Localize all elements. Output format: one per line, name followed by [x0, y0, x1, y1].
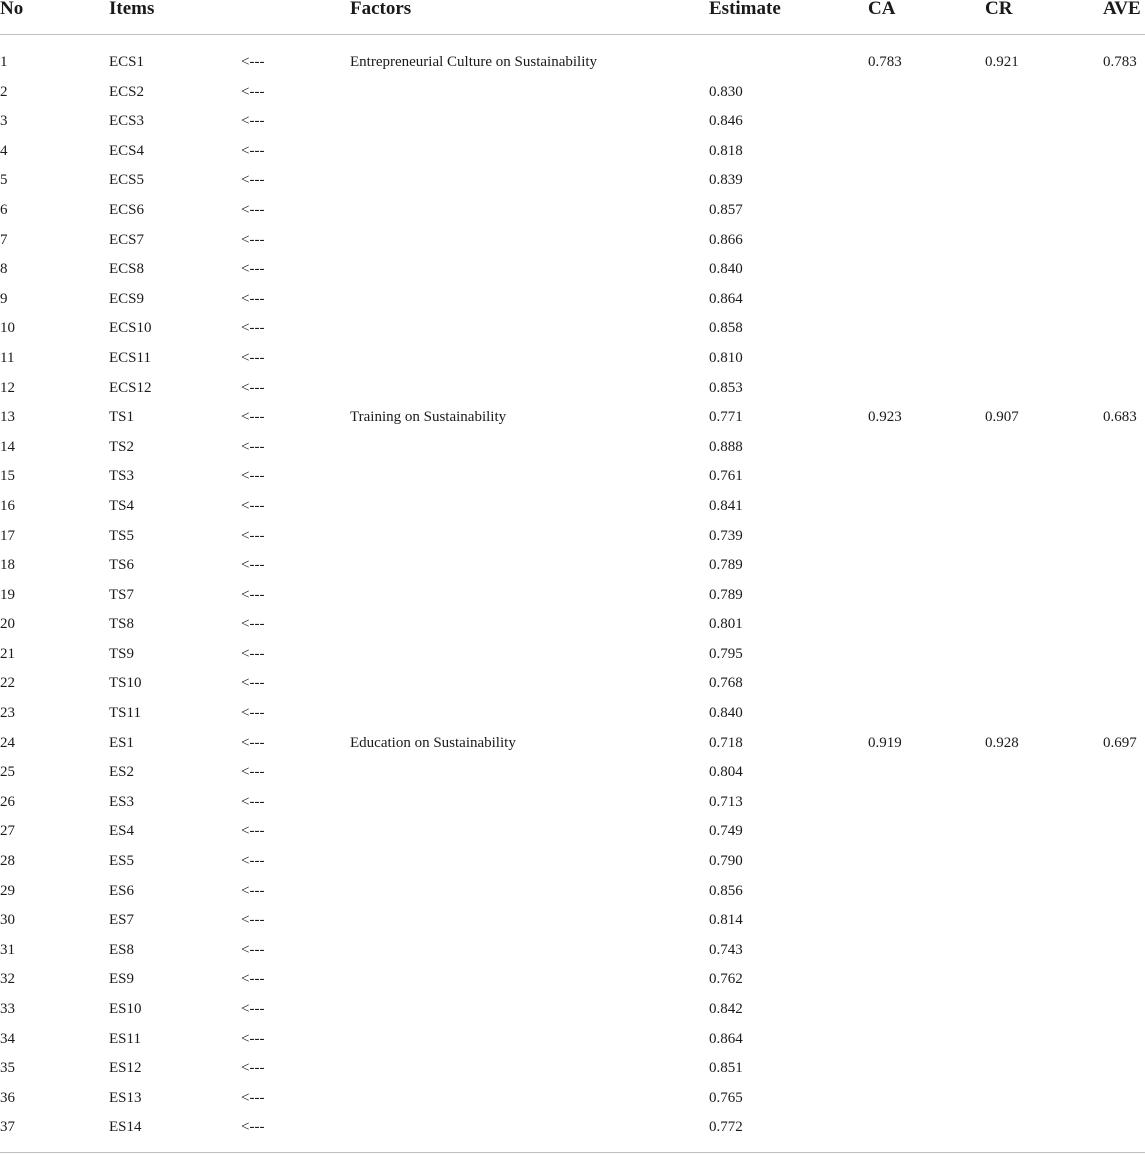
- cell-factor: Training on Sustainability: [350, 409, 507, 426]
- cell-factor: Entrepreneurial Culture on Sustainability: [350, 54, 598, 70]
- cell-arrow: <---: [241, 557, 265, 574]
- table-row: [0, 462, 1145, 492]
- cell-no: 18: [0, 557, 15, 574]
- cell-item: ECS3: [109, 113, 145, 130]
- table-row: [0, 226, 1145, 256]
- cell-ave: 0.697: [1103, 734, 1137, 751]
- cell-item: ECS4: [109, 142, 145, 159]
- table-row: [0, 166, 1145, 196]
- cell-item: ES6: [109, 882, 135, 899]
- cell-no: 17: [0, 527, 15, 544]
- cell-estimate: 0.864: [709, 290, 743, 307]
- cell-arrow: <---: [241, 231, 265, 248]
- header-ave: AVE: [1103, 0, 1141, 19]
- cell-ca: 0.783: [868, 54, 902, 70]
- header-ca: CA: [868, 0, 896, 19]
- cell-estimate: 0.888: [709, 438, 743, 455]
- table-row: [0, 640, 1145, 670]
- cell-item: ECS5: [109, 172, 145, 189]
- table-row: [0, 1084, 1145, 1114]
- table-row: [0, 877, 1145, 907]
- cell-no: 26: [0, 793, 15, 810]
- cell-item: TS5: [109, 527, 135, 544]
- cell-estimate: 0.739: [709, 527, 743, 544]
- cell-arrow: <---: [241, 468, 265, 485]
- cell-estimate: 0.718: [709, 734, 743, 751]
- cell-estimate: 0.814: [709, 912, 743, 929]
- cell-arrow: <---: [241, 734, 265, 751]
- cell-ca: 0.919: [868, 734, 902, 751]
- cell-item: TS10: [109, 675, 142, 692]
- cell-arrow: <---: [241, 320, 265, 337]
- table-row: [0, 1025, 1145, 1055]
- cell-no: 14: [0, 438, 15, 455]
- cell-item: ECS11: [109, 349, 151, 366]
- cell-estimate: 0.804: [709, 764, 743, 781]
- cell-no: 36: [0, 1089, 15, 1106]
- cell-item: ES13: [109, 1089, 142, 1106]
- cell-estimate: 0.810: [709, 349, 743, 366]
- cell-arrow: <---: [241, 438, 265, 455]
- cell-no: 16: [0, 497, 15, 514]
- cell-item: TS4: [109, 497, 135, 514]
- cell-arrow: <---: [241, 379, 265, 396]
- cell-estimate: 0.795: [709, 645, 743, 662]
- table-body: [0, 48, 1145, 1143]
- table-row: [0, 522, 1145, 552]
- cell-no: 27: [0, 823, 15, 840]
- cell-no: 37: [0, 1119, 15, 1136]
- cell-no: 30: [0, 912, 15, 929]
- table-row: [0, 1113, 1145, 1143]
- cell-estimate: 0.771: [709, 409, 743, 426]
- cell-estimate: 0.842: [709, 1001, 743, 1017]
- cell-cr: 0.921: [985, 54, 1019, 70]
- table-row: [0, 1054, 1145, 1084]
- cell-estimate: 0.765: [709, 1089, 743, 1106]
- table-row: [0, 965, 1145, 995]
- cell-estimate: 0.768: [709, 675, 743, 692]
- cell-estimate: 0.772: [709, 1119, 743, 1136]
- cell-no: 19: [0, 586, 15, 603]
- cell-arrow: <---: [241, 793, 265, 810]
- cell-no: 25: [0, 764, 15, 781]
- cell-no: 31: [0, 941, 15, 958]
- table-row: [0, 847, 1145, 877]
- table-row: [0, 936, 1145, 966]
- table-row: [0, 581, 1145, 611]
- cell-estimate: 0.853: [709, 379, 743, 396]
- cell-cr: 0.907: [985, 409, 1019, 426]
- cell-estimate: 0.818: [709, 142, 743, 159]
- table-row: [0, 551, 1145, 581]
- cell-estimate: 0.858: [709, 320, 743, 337]
- table-row: [0, 78, 1145, 108]
- header-no: No: [0, 0, 24, 19]
- cell-arrow: <---: [241, 882, 265, 899]
- cell-estimate: 0.846: [709, 113, 743, 130]
- cell-ca: 0.923: [868, 409, 902, 426]
- cell-estimate: 0.761: [709, 468, 743, 485]
- cell-estimate: 0.790: [709, 853, 743, 870]
- cell-no: 4: [0, 142, 8, 159]
- cell-item: TS11: [109, 705, 141, 722]
- cell-arrow: <---: [241, 349, 265, 366]
- cell-no: 20: [0, 616, 15, 633]
- cell-item: TS2: [109, 438, 135, 455]
- cell-estimate: 0.713: [709, 793, 743, 810]
- cell-no: 21: [0, 645, 15, 662]
- cell-arrow: <---: [241, 83, 265, 100]
- cell-item: ES3: [109, 793, 135, 810]
- table-row: [0, 995, 1145, 1025]
- cell-no: 29: [0, 882, 15, 899]
- cell-arrow: <---: [241, 290, 265, 307]
- cell-estimate: 0.840: [709, 261, 743, 278]
- cell-item: ES1: [109, 734, 135, 751]
- table-row: [0, 492, 1145, 522]
- cell-item: ECS2: [109, 83, 145, 100]
- cell-item: ES4: [109, 823, 135, 840]
- table-row: [0, 699, 1145, 729]
- cell-arrow: <---: [241, 201, 265, 218]
- cell-item: ES5: [109, 853, 135, 870]
- cell-item: ES11: [109, 1030, 141, 1047]
- table-row: [0, 107, 1145, 137]
- cell-arrow: <---: [241, 1119, 265, 1136]
- cell-no: 13: [0, 409, 15, 426]
- header-factors: Factors: [350, 0, 412, 19]
- cell-no: 5: [0, 172, 8, 189]
- cell-estimate: 0.801: [709, 616, 743, 633]
- cell-no: 32: [0, 971, 15, 988]
- cell-no: 23: [0, 705, 15, 722]
- table-row: [0, 255, 1145, 285]
- cell-arrow: <---: [241, 823, 265, 840]
- cell-estimate: 0.789: [709, 586, 743, 603]
- cell-item: ES12: [109, 1060, 142, 1077]
- header-cr: CR: [985, 0, 1013, 19]
- table-row: [0, 906, 1145, 936]
- cell-item: ES14: [109, 1119, 142, 1136]
- cell-arrow: <---: [241, 675, 265, 692]
- cell-no: 24: [0, 734, 15, 751]
- cell-item: ECS8: [109, 261, 145, 278]
- cell-no: 15: [0, 468, 15, 485]
- cell-estimate: 0.743: [709, 941, 743, 958]
- cell-arrow: <---: [241, 764, 265, 781]
- cell-arrow: <---: [241, 616, 265, 633]
- cell-item: TS9: [109, 645, 135, 662]
- cell-arrow: <---: [241, 941, 265, 958]
- cell-estimate: 0.866: [709, 231, 743, 248]
- table-row: [0, 48, 1145, 78]
- cell-no: 6: [0, 201, 8, 218]
- cell-estimate: 0.840: [709, 705, 743, 722]
- cell-no: 22: [0, 675, 15, 692]
- cell-cr: 0.928: [985, 734, 1019, 751]
- cell-arrow: <---: [241, 409, 265, 426]
- cell-arrow: <---: [241, 1001, 265, 1017]
- table-row: [0, 344, 1145, 374]
- cell-factor: Education on Sustainability: [350, 734, 516, 751]
- cell-no: 3: [0, 113, 8, 130]
- header-estimate: Estimate: [709, 0, 781, 19]
- cell-no: 9: [0, 290, 8, 307]
- cell-arrow: <---: [241, 1060, 265, 1077]
- cell-arrow: <---: [241, 586, 265, 603]
- cell-estimate: 0.839: [709, 172, 743, 189]
- cell-item: ECS1: [109, 54, 145, 70]
- cell-arrow: <---: [241, 113, 265, 130]
- cell-item: TS7: [109, 586, 135, 603]
- cell-arrow: <---: [241, 1089, 265, 1106]
- cell-estimate: 0.857: [709, 201, 743, 218]
- cell-item: ES2: [109, 764, 135, 781]
- cell-item: ECS9: [109, 290, 145, 307]
- table-row: [0, 285, 1145, 315]
- cell-item: TS6: [109, 557, 135, 574]
- cell-item: ECS6: [109, 201, 145, 218]
- cell-estimate: 0.856: [709, 882, 743, 899]
- cell-arrow: <---: [241, 142, 265, 159]
- cell-arrow: <---: [241, 853, 265, 870]
- cell-estimate: 0.762: [709, 971, 743, 988]
- cell-item: TS3: [109, 468, 135, 485]
- cell-item: ES8: [109, 941, 135, 958]
- cell-arrow: <---: [241, 497, 265, 514]
- table-row: [0, 788, 1145, 818]
- cell-arrow: <---: [241, 54, 265, 70]
- cell-item: ES10: [109, 1001, 142, 1017]
- table-header: [0, 0, 1145, 35]
- table-row: [0, 314, 1145, 344]
- cell-item: TS1: [109, 409, 135, 426]
- table-row: [0, 817, 1145, 847]
- cell-arrow: <---: [241, 527, 265, 544]
- cell-item: ECS7: [109, 231, 145, 248]
- cell-arrow: <---: [241, 912, 265, 929]
- cell-ave: 0.683: [1103, 409, 1137, 426]
- cell-item: ES9: [109, 971, 135, 988]
- cell-no: 33: [0, 1001, 15, 1017]
- cell-arrow: <---: [241, 645, 265, 662]
- table-row: [0, 137, 1145, 167]
- header-items: Items: [109, 0, 155, 19]
- cell-estimate: 0.851: [709, 1060, 743, 1077]
- cell-arrow: <---: [241, 261, 265, 278]
- cell-estimate: 0.864: [709, 1030, 743, 1047]
- table-row: [0, 403, 1145, 433]
- table-bottom-rule: [0, 1152, 1145, 1153]
- cell-no: 10: [0, 320, 15, 337]
- cell-ave: 0.783: [1103, 54, 1137, 70]
- cell-no: 8: [0, 261, 8, 278]
- table-row: [0, 758, 1145, 788]
- table-row: [0, 669, 1145, 699]
- table-row: [0, 374, 1145, 404]
- cell-no: 7: [0, 231, 8, 248]
- table-row: [0, 610, 1145, 640]
- cell-item: ES7: [109, 912, 135, 929]
- cell-no: 2: [0, 83, 8, 100]
- cell-item: TS8: [109, 616, 135, 633]
- cell-estimate: 0.789: [709, 557, 743, 574]
- cell-estimate: 0.830: [709, 83, 743, 100]
- cell-estimate: 0.749: [709, 823, 743, 840]
- table-row: [0, 433, 1145, 463]
- cell-item: ECS12: [109, 379, 152, 396]
- cell-no: 34: [0, 1030, 15, 1047]
- cell-estimate: 0.841: [709, 497, 743, 514]
- table-row: [0, 196, 1145, 226]
- cell-no: 35: [0, 1060, 15, 1077]
- cell-no: 11: [0, 349, 15, 366]
- cell-arrow: <---: [241, 705, 265, 722]
- cell-arrow: <---: [241, 1030, 265, 1047]
- cell-no: 28: [0, 853, 15, 870]
- cell-no: 1: [0, 54, 8, 70]
- table-row: [0, 729, 1145, 759]
- cell-item: ECS10: [109, 320, 152, 337]
- cell-arrow: <---: [241, 971, 265, 988]
- cell-arrow: <---: [241, 172, 265, 189]
- cell-no: 12: [0, 379, 15, 396]
